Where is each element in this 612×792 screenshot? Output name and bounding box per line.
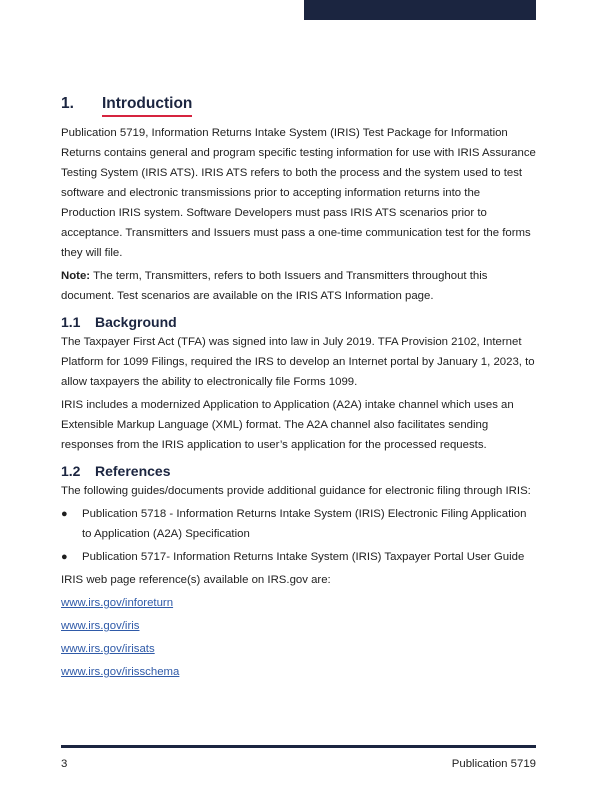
page-footer [61, 758, 536, 770]
section-number: 1. [61, 95, 74, 112]
link-irisschema[interactable]: www.irs.gov/irisschema [61, 666, 180, 678]
footer-divider [61, 745, 536, 748]
publication-label: Publication 5719 [451, 758, 536, 770]
note-label: Note: [61, 270, 91, 282]
section-heading-introduction [61, 95, 536, 117]
bullet-icon: ● [61, 551, 68, 563]
subsection-number: 1.2 [61, 463, 81, 479]
header-bar [304, 0, 536, 20]
bullet-icon: ● [61, 508, 68, 520]
links-intro: IRIS web page reference(s) available on IRS.gov are: [61, 574, 331, 586]
note-paragraph [61, 266, 536, 306]
list-item-text: Publication 5717- Information Returns Intake System (IRIS) Taxpayer Portal User Guide [82, 551, 525, 563]
references-intro: The following guides/documents provide additional guidance for electronic filing through IRIS: [61, 485, 531, 497]
page-number: 3 [61, 758, 68, 770]
list-item [61, 547, 536, 567]
subsection-title: References [95, 463, 171, 479]
section-title: Introduction [102, 95, 192, 117]
link-iris[interactable]: www.irs.gov/iris [61, 620, 140, 632]
subsection-title: Background [95, 314, 177, 330]
intro-paragraph: Publication 5719, Information Returns Intake System (IRIS) Test Package for Information Returns contains general and program specific testing information for use with IRIS Assurance Testing System (IRIS ATS). IRIS ATS refers to both the process and the system used to test software and electronic transmissions prior to accepting information returns into the Production IRIS system. Software Developers must pass IRIS ATS scenarios prior to acceptance. Transmitters and Issuers must pass a one-time communication test for the forms they will file. [61, 127, 536, 259]
note-text: The term, Transmitters, refers to both Issuers and Transmitters throughout this document. Test scenarios are available on the IRIS ATS Information page. [61, 270, 488, 302]
list-item [61, 504, 536, 544]
background-paragraph-1: The Taxpayer First Act (TFA) was signed into law in July 2019. TFA Provision 2102, Internet Platform for 1099 Filings, required the IRS to develop an Internet portal by January 1, 2023, to allow taxpayers the ability to electronically file Forms 1099. [61, 336, 535, 388]
section-heading-background [61, 314, 536, 330]
list-item-text: Publication 5718 - Information Returns Intake System (IRIS) Electronic Filing Application to Application (A2A) Specification [82, 508, 527, 540]
background-paragraph-2: IRIS includes a modernized Application to Application (A2A) intake channel which uses an Extensible Markup Language (XML) format. The A2A channel also facilitates sending responses from the IRIS application to user’s application for the processed requests. [61, 399, 514, 451]
link-irisats[interactable]: www.irs.gov/irisats [61, 643, 155, 655]
link-inforeturn[interactable]: www.irs.gov/inforeturn [61, 597, 174, 609]
section-heading-references [61, 463, 536, 479]
subsection-number: 1.1 [61, 314, 81, 330]
page-content [61, 95, 536, 685]
